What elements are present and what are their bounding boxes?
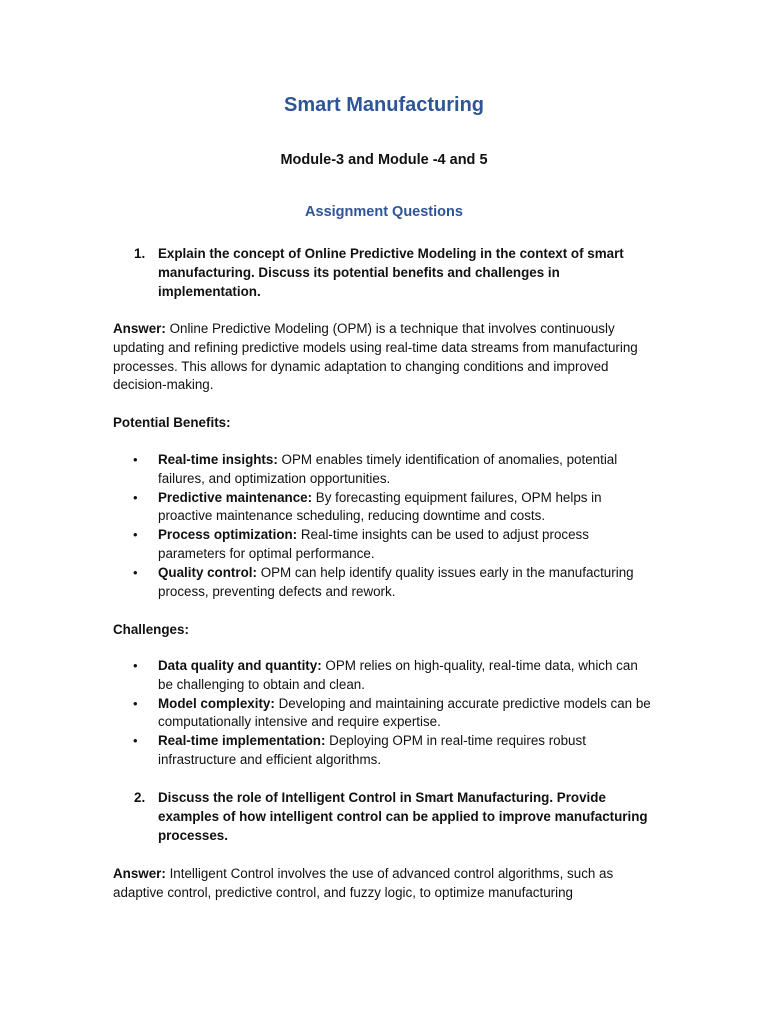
bullet-icon: • (133, 452, 138, 467)
benefits-list (113, 451, 653, 601)
challenge-desc: OPM relies on high-quality, real-time data, which can be challenging to obtain and clean. (158, 658, 638, 692)
benefit-term: Quality control: (158, 564, 257, 580)
answer-2 (113, 865, 653, 903)
list-item (113, 657, 653, 695)
benefit-term: Real-time insights: (158, 452, 278, 467)
challenge-desc: Developing and maintaining accurate predictive models can be computationally intensive and require expertise. (158, 695, 651, 730)
question-1-text: Explain the concept of Online Predictive Modeling in the context of smart manufacturing. Discuss its potential benefits and challenges in implementation. (158, 246, 624, 299)
benefit-desc: Real-time insights can be used to adjust process parameters for optimal performance. (158, 527, 589, 561)
challenge-term: Model complexity: (158, 695, 275, 711)
benefit-term: Process optimization: (158, 527, 298, 543)
answer-2-text: Intelligent Control involves the use of advanced control algorithms, such as adaptive control, predictive control, and fuzzy logic, to optimize manufacturing (113, 866, 614, 900)
benefits-heading: Potential Benefits: (113, 415, 231, 430)
answer-2-label: Answer: (113, 866, 166, 881)
question-1 (113, 245, 653, 301)
answer-1-text: Online Predictive Modeling (OPM) is a technique that involves continuously updating and refining predictive models using real-time data streams from manufacturing processes. This allows for dynamic adaptation to changing conditions and improved decision-making. (113, 321, 638, 393)
list-item (113, 489, 653, 527)
bullet-icon: • (133, 489, 138, 505)
section-heading: Assignment Questions (305, 204, 463, 220)
benefit-desc: By forecasting equipment failures, OPM helps in proactive maintenance scheduling, reducing downtime and costs. (158, 489, 602, 524)
challenge-term: Data quality and quantity: (158, 658, 322, 673)
question-1-number: 1. (134, 246, 146, 261)
challenges-list (113, 657, 653, 770)
question-2-text: Discuss the role of Intelligent Control in Smart Manufacturing. Provide examples of how intelligent control can be applied to improve manufacturing processes. (158, 790, 648, 843)
benefit-desc: OPM can help identify quality issues early in the manufacturing process, preventing defects and rework. (158, 564, 634, 599)
answer-1-label: Answer: (113, 321, 166, 336)
bullet-icon: • (133, 658, 138, 673)
list-item (113, 732, 653, 770)
question-2-number: 2. (134, 790, 146, 805)
question-2 (113, 789, 653, 845)
challenge-term: Real-time implementation: (158, 733, 326, 749)
benefit-term: Predictive maintenance: (158, 489, 313, 505)
list-item (113, 526, 653, 564)
list-item (113, 451, 653, 489)
document-subtitle: Module-3 and Module -4 and 5 (280, 152, 488, 168)
list-item (113, 564, 653, 602)
benefit-desc: OPM enables timely identification of anomalies, potential failures, and optimization opportunities. (158, 452, 618, 486)
challenges-heading: Challenges: (113, 622, 189, 637)
bullet-icon: • (133, 733, 138, 749)
challenge-desc: Deploying OPM in real-time requires robust infrastructure and efficient algorithms. (158, 733, 586, 767)
bullet-icon: • (133, 695, 138, 711)
list-item (113, 695, 653, 733)
bullet-icon: • (133, 527, 138, 543)
answer-1 (113, 320, 653, 395)
document-title: Smart Manufacturing (283, 94, 485, 116)
bullet-icon: • (133, 564, 138, 580)
